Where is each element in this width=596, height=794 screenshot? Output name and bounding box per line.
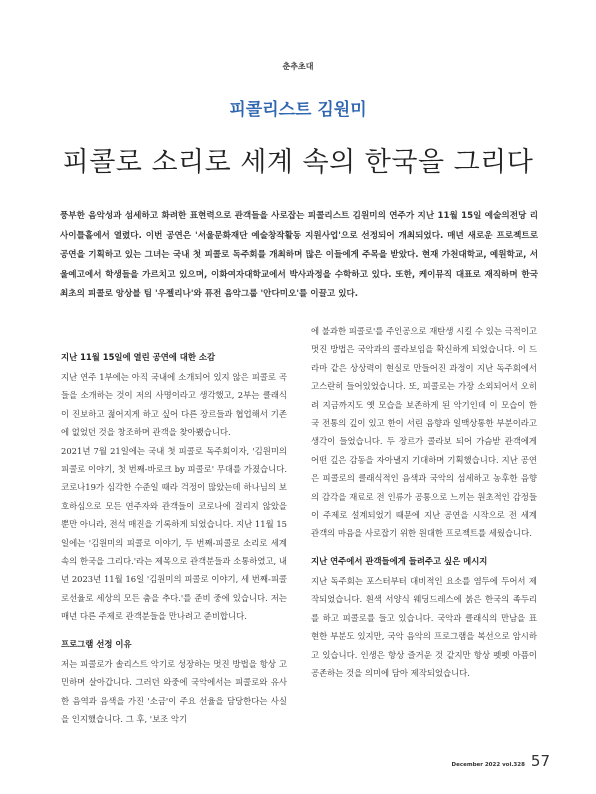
article-subtitle: 피콜리스트 김원미 (229, 100, 367, 120)
left-column (61, 351, 287, 728)
section-heading-message: 지난 연주에서 관객들에게 들려주고 싶은 메시지 (311, 555, 488, 566)
body-paragraph: 2021년 7월 21일에는 국내 첫 피콜로 독주회이자, '김원미의 피콜로 이야기, 첫 번째-바로크 by 피콜로' 무대를 가졌습니다. 코로나19가 심각한 수준일 때라 걱정이 많았는데 하나님의 보호하심으로 모든 연주자와 관객들이 코로나에 걸리지 않았을 뿐만 아니라, 전석 매진을 기록하게 되었습니다. 지난 11월 15일에는 '김원미의 피콜로 이야기, 두 번째-피콜로 소리로 세계 속의 한국을 그리다.'라는 제목으로 관객분들과 소통하였고, 내년 2023년 11월 16일 '김원미의 피콜로 이야기, 세 번째-피콜로선율로 세상의 모든 춤을 추다.'를 준비 중에 있습니다. 저는 매년 다른 주제로 관객분들을 만나려고 준비합니다. (61, 445, 287, 622)
section-tag: 춘추초대 (282, 62, 314, 71)
right-column (311, 322, 537, 682)
issue-label: December 2022 vol.328 (451, 762, 525, 768)
section-heading-concert: 지난 11월 15일에 열린 공연에 대한 소감 (61, 352, 216, 362)
page-number: 57 (530, 752, 550, 770)
intro-paragraph: 풍부한 음악성과 섬세하고 화려한 표현력으로 관객들을 사로잡는 피콜리스트 김원미의 연주가 지난 11월 15일 예술의전당 리사이틀홀에서 열렸다. 이번 공연은 '서울문화재단 예술창작활동 지원사업'으로 선정되어 개최되었다. 매년 새로운 프로젝트로 공연을 기획하고 있는 그녀는 국내 첫 피콜로 독주회를 개최하며 많은 이들에게 주목을 받았다. 현재 가천대학교, 예원학교, 서울예고에서 학생들을 가르치고 있으며, 이화여자대학교에서 박사과정을 수학하고 있다. 또한, 케이뮤직 대표로 재직하며 한국 최초의 피콜로 앙상블 팀 '우젤리나'와 퓨전 음악그룹 '안다미오'를 이끌고 있다. (60, 211, 538, 300)
article-title: 피콜로 소리로 세계 속의 한국을 그리다 (62, 147, 534, 178)
body-paragraph: 저는 피콜로가 솔리스트 악기로 성장하는 멋진 방법을 항상 고민하며 살아갑니다. 그러던 와중에 국악에서는 피콜로와 유사한 음역과 음색을 가진 '소금'이 주요 선율을 담당한다는 사실을 인지했습니다. 그 후, '보조 악기 (61, 658, 287, 724)
body-paragraph: 지난 연주 1부에는 아직 국내에 소개되어 있지 않은 피콜로 곡들을 소개하는 것이 저의 사명이라고 생각했고, 2부는 클래식이 진보하고 젊어지게 하고 싶어 다른 장르들과 협업해서 기존에 없었던 것을 창조하며 관객을 찾아뵀습니다. (61, 372, 287, 438)
body-paragraph: 에 불과한 피콜로'를 주인공으로 재탄생 시킬 수 있는 극적이고 멋진 방법은 국악과의 콜라보임을 확신하게 되었습니다. 이 드라마 같은 상상력이 현실로 만들어진 과정이 지난 독주회에서 고스란히 들어있었습니다. 또, 피콜로는 가장 소외되어서 오히려 지금까지도 옛 모습을 보존하게 된 악기인데 이 모습이 한국 전통의 깊이 있고 한이 서린 음향과 일맥상통한 부분이라고 생각이 들었습니다. 두 장르가 콜라보 되어 가슴받 관객에게 어떤 깊은 감동을 자아낼지 기대하며 기획했습니다. 지난 공연은 피콜로의 클래식적인 음색과 국악의 섬세하고 농후한 음향의 감각을 재료로 전 인류가 공통으로 느끼는 원초적인 감정들이 주제로 설계되었기 때문에 지난 공연을 시작으로 전 세계 관객의 마음을 사로잡기 위한 원대한 프로젝트를 세웠습니다. (311, 326, 537, 539)
body-paragraph: 지난 독주회는 포스터부터 대비적인 요소를 염두에 두어서 제작되었습니다. 흰색 서양식 웨딩드레스에 붉은 한국의 족두리를 하고 피콜로를 들고 있습니다. 국악과 클래식의 만남을 표현한 부분도 있지만, 국악 음악의 프로그램을 복선으로 암시하고 있습니다. 인생은 항상 즐거운 것 같지만 항상 펫펫 아픔이 공존하는 것을 의미에 담아 제작되었습니다. (311, 575, 537, 678)
section-heading-program: 프로그램 선정 이유 (61, 638, 132, 649)
page-footer (452, 752, 550, 770)
